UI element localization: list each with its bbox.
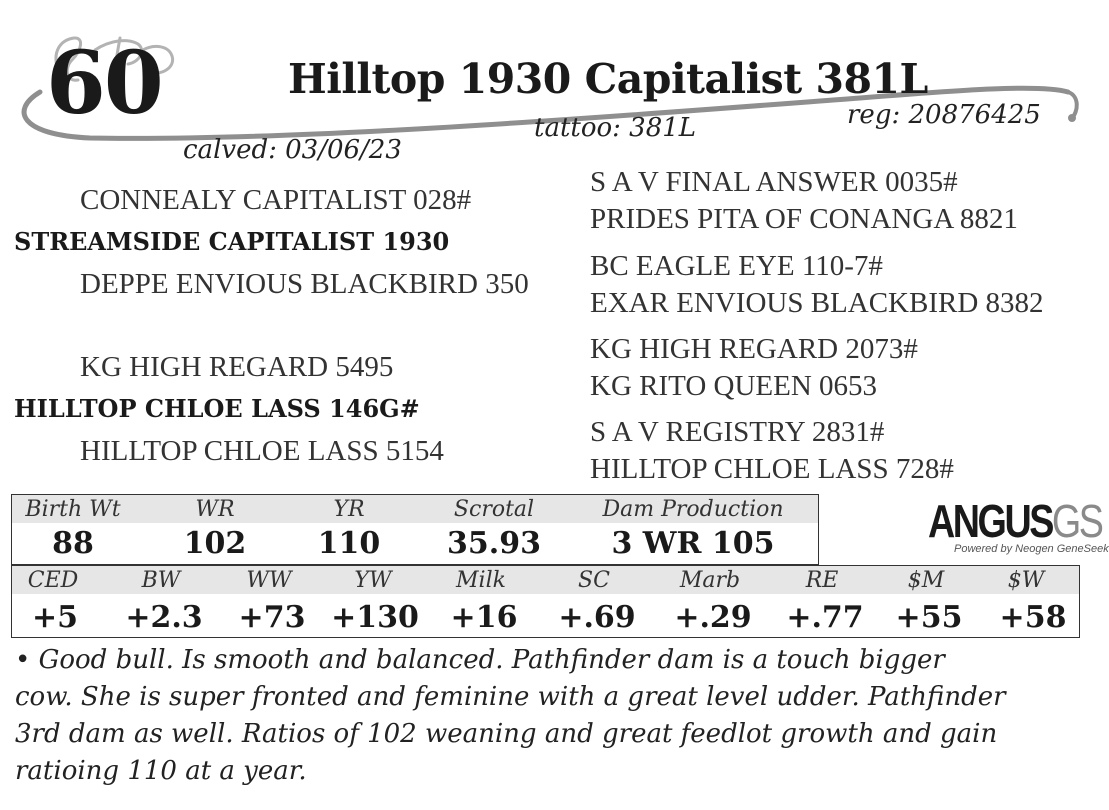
epd-value: +16	[450, 600, 518, 635]
dam: HILLTOP CHLOE LASS 146G#	[14, 394, 420, 423]
comment-line: ratioing 110 at a year.	[15, 756, 307, 786]
epd-value: +2.3	[125, 600, 203, 635]
tattoo: tattoo: 381L	[534, 113, 697, 143]
performance-header: Dam Production	[602, 497, 784, 522]
bullet: •	[15, 645, 31, 675]
epd-value: +130	[331, 600, 419, 635]
epd-table	[11, 565, 1080, 638]
epd-header: RE	[805, 568, 839, 593]
epd-header: BW	[141, 568, 181, 593]
comment-line: Good bull. Is smooth and balanced. Pathfinder dam is a touch bigger	[38, 645, 945, 675]
grandparent: S A V REGISTRY 2831#	[590, 416, 885, 448]
epd-header: $W	[1007, 568, 1045, 593]
epd-header: Milk	[456, 568, 506, 593]
epd-header: $M	[907, 568, 945, 593]
epd-header: CED	[27, 568, 79, 593]
lot-comments	[15, 642, 1075, 790]
sire-of-dam: KG HIGH REGARD 5495	[80, 351, 394, 383]
performance-value: 102	[183, 526, 247, 561]
performance-value: 3 WR 105	[611, 526, 775, 561]
epd-value: +5	[31, 600, 79, 635]
comment-line: 3rd dam as well. Ratios of 102 weaning and great feedlot growth and gain	[15, 719, 998, 749]
grandparent: KG RITO QUEEN 0653	[590, 370, 878, 402]
grandparent: EXAR ENVIOUS BLACKBIRD 8382	[590, 287, 1044, 319]
grandparent: KG HIGH REGARD 2073#	[590, 333, 918, 365]
logo-suffix: GS	[1051, 495, 1102, 547]
epd-value: +.77	[786, 600, 864, 635]
calved-date: calved: 03/06/23	[183, 135, 402, 165]
registration-number: reg: 20876425	[847, 100, 1041, 130]
performance-header: WR	[195, 497, 235, 522]
logo-tagline: Powered by Neogen GeneSeek	[954, 543, 1109, 555]
epd-header: Marb	[679, 568, 741, 593]
performance-value: 88	[52, 526, 94, 561]
sire: STREAMSIDE CAPITALIST 1930	[14, 227, 450, 256]
epd-header: WW	[246, 568, 292, 593]
grandparent: BC EAGLE EYE 110-7#	[590, 250, 883, 282]
epd-header: YW	[354, 568, 392, 593]
dam-of-sire: DEPPE ENVIOUS BLACKBIRD 350	[80, 268, 529, 300]
epd-value: +73	[238, 600, 306, 635]
grandparent: S A V FINAL ANSWER 0035#	[590, 166, 958, 198]
epd-header: SC	[578, 568, 610, 593]
grandparent: HILLTOP CHLOE LASS 728#	[590, 453, 954, 485]
epd-value: +.29	[674, 600, 752, 635]
performance-header: Birth Wt	[25, 497, 121, 522]
logo-wordmark: ANGUS	[928, 495, 1052, 547]
angus-gs-logo	[928, 495, 1109, 562]
performance-header: Scrotal	[453, 497, 535, 522]
sire-of-sire: CONNEALY CAPITALIST 028#	[80, 184, 472, 216]
animal-name: Hilltop 1930 Capitalist 381L	[288, 55, 928, 103]
performance-header: YR	[333, 497, 365, 522]
dam-of-dam: HILLTOP CHLOE LASS 5154	[80, 435, 444, 467]
performance-table	[11, 494, 819, 565]
lot-number: 60	[46, 33, 162, 134]
epd-value: +58	[999, 600, 1067, 635]
epd-value: +.69	[558, 600, 636, 635]
grandparent: PRIDES PITA OF CONANGA 8821	[590, 203, 1018, 235]
epd-value: +55	[895, 600, 963, 635]
comment-line: cow. She is super fronted and feminine with a great level udder. Pathfinder	[15, 682, 1006, 712]
performance-value: 35.93	[447, 526, 541, 561]
performance-value: 110	[317, 526, 381, 561]
